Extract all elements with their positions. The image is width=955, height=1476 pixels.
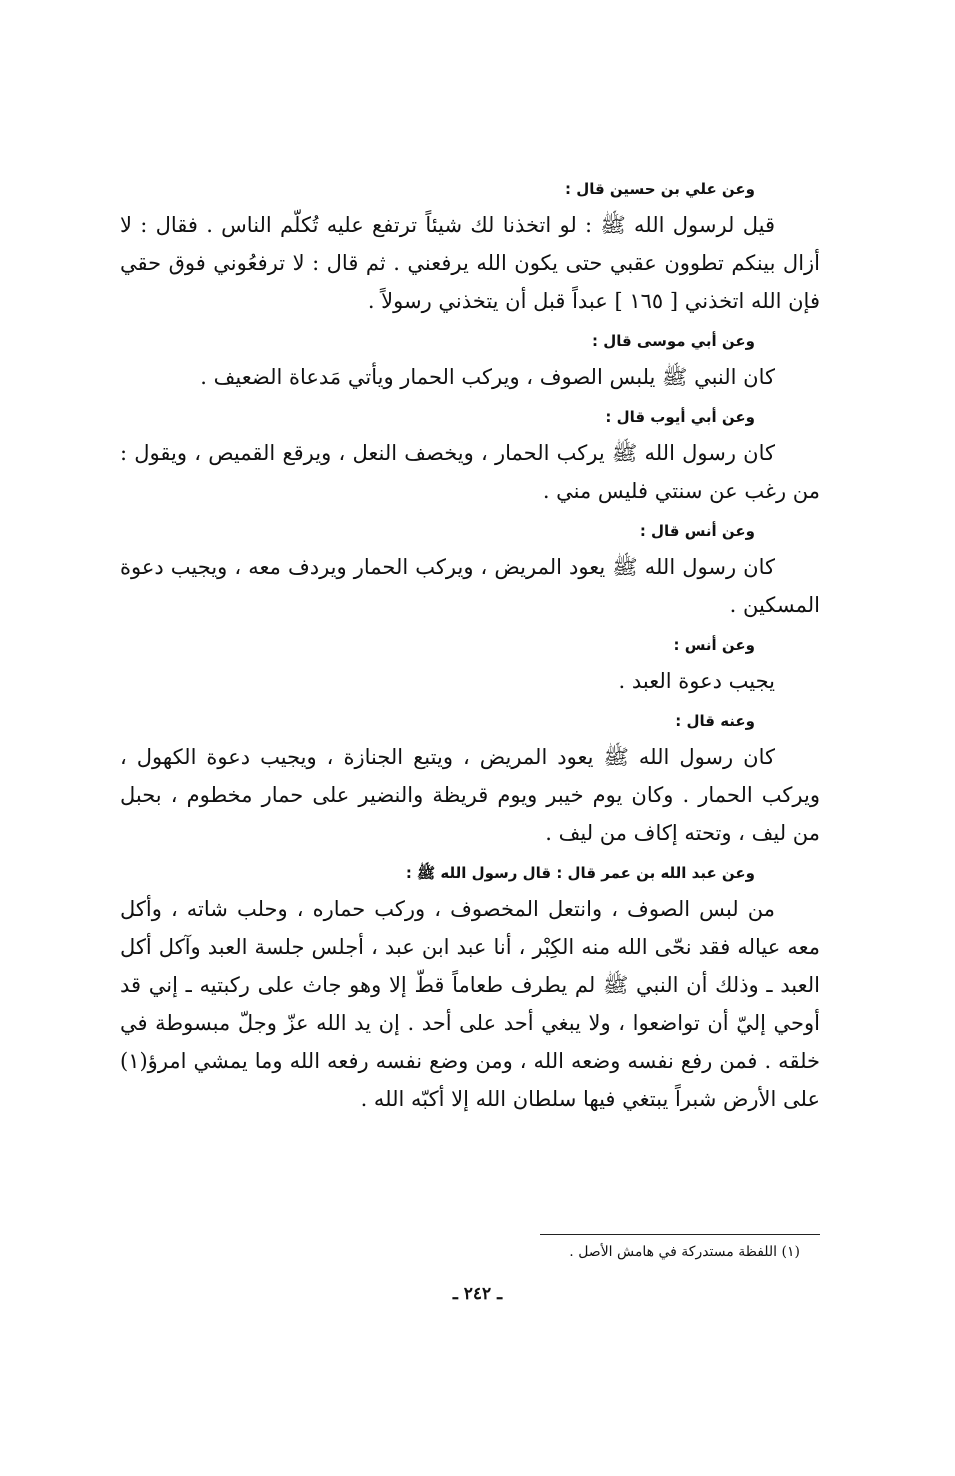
footnote-divider (540, 1234, 820, 1235)
section-heading: وعن علي بن حسين قال : (564, 180, 755, 198)
section-paragraph: من لبس الصوف ، وانتعل المخصوف ، وركب حماره ، وحلب شاته ، وأكل معه عياله فقد نحّى الله منه الكِبْر ، أنا عبد ابن عبد ، أجلس جلسة العبد وآكل أكل العبد ـ وذلك أن النبي ﷺ لم يطرف طعاماً قطّ إلا وهو جاث على ركبتيه ـ إني قد أوحي إليّ أن تواضعوا ، ولا يبغي أحد على أحد . إن يد الله عزّ وجلّ مبسوطة في خلقه . فمن رفع نفسه وضعه الله ، ومن وضع نفسه رفعه الله وما يمشي امرؤ(١) على الأرض شبراً يبتغي فيها سلطان الله إلا أكبّه الله . (120, 897, 820, 1111)
footnote: (١) اللفظة مستدركة في هامش الأصل . (569, 1244, 800, 1260)
section-heading: وعن أنس : (673, 636, 755, 654)
page-number: ـ ٢٤٢ ـ (452, 1284, 503, 1304)
section-heading: وعن أبي موسى قال : (592, 332, 755, 350)
section-paragraph: كان رسول الله ﷺ يعود المريض ، ويتبع الجنازة ، ويجيب دعوة الكهول ، ويركب الحمار . وكان يوم خيبر ويوم قريظة والنضير على حمار مخطوم ، بحبل من ليف ، وتحته إكاف من ليف . (120, 745, 820, 845)
section-heading: وعن أبي أيوب قال : (605, 408, 755, 426)
section-paragraph: كان رسول الله ﷺ يركب الحمار ، ويخصف النعل ، ويرقع القميص ، ويقول : من رغب عن سنتي فليس مني . (120, 441, 820, 503)
section-paragraph: كان النبي ﷺ يلبس الصوف ، ويركب الحمار ويأتي مَدعاة الضعيف . (200, 365, 775, 389)
section-heading: وعن عبد الله بن عمر قال : قال رسول الله ﷺ : (405, 864, 755, 882)
section-paragraph: قيل لرسول الله ﷺ : لو اتخذنا لك شيئاً ترتفع عليه تُكلّم الناس . فقال : لا أزال بينكم تطوون عقبي حتى يكون الله يرفعني . ثم قال : لا ترفعُوني فوق حقي فإن الله اتخذني [ ١٦٥ ] عبداً قبل أن يتخذني رسولاً . (120, 213, 820, 313)
section-paragraph: يجيب دعوة العبد . (618, 669, 775, 693)
section-heading: وعنه قال : (675, 712, 755, 730)
section-paragraph: كان رسول الله ﷺ يعود المريض ، ويركب الحمار ويردف معه ، ويجيب دعوة المسكين . (120, 555, 820, 617)
page-body (120, 170, 820, 1124)
section-heading: وعن أنس قال : (639, 522, 755, 540)
